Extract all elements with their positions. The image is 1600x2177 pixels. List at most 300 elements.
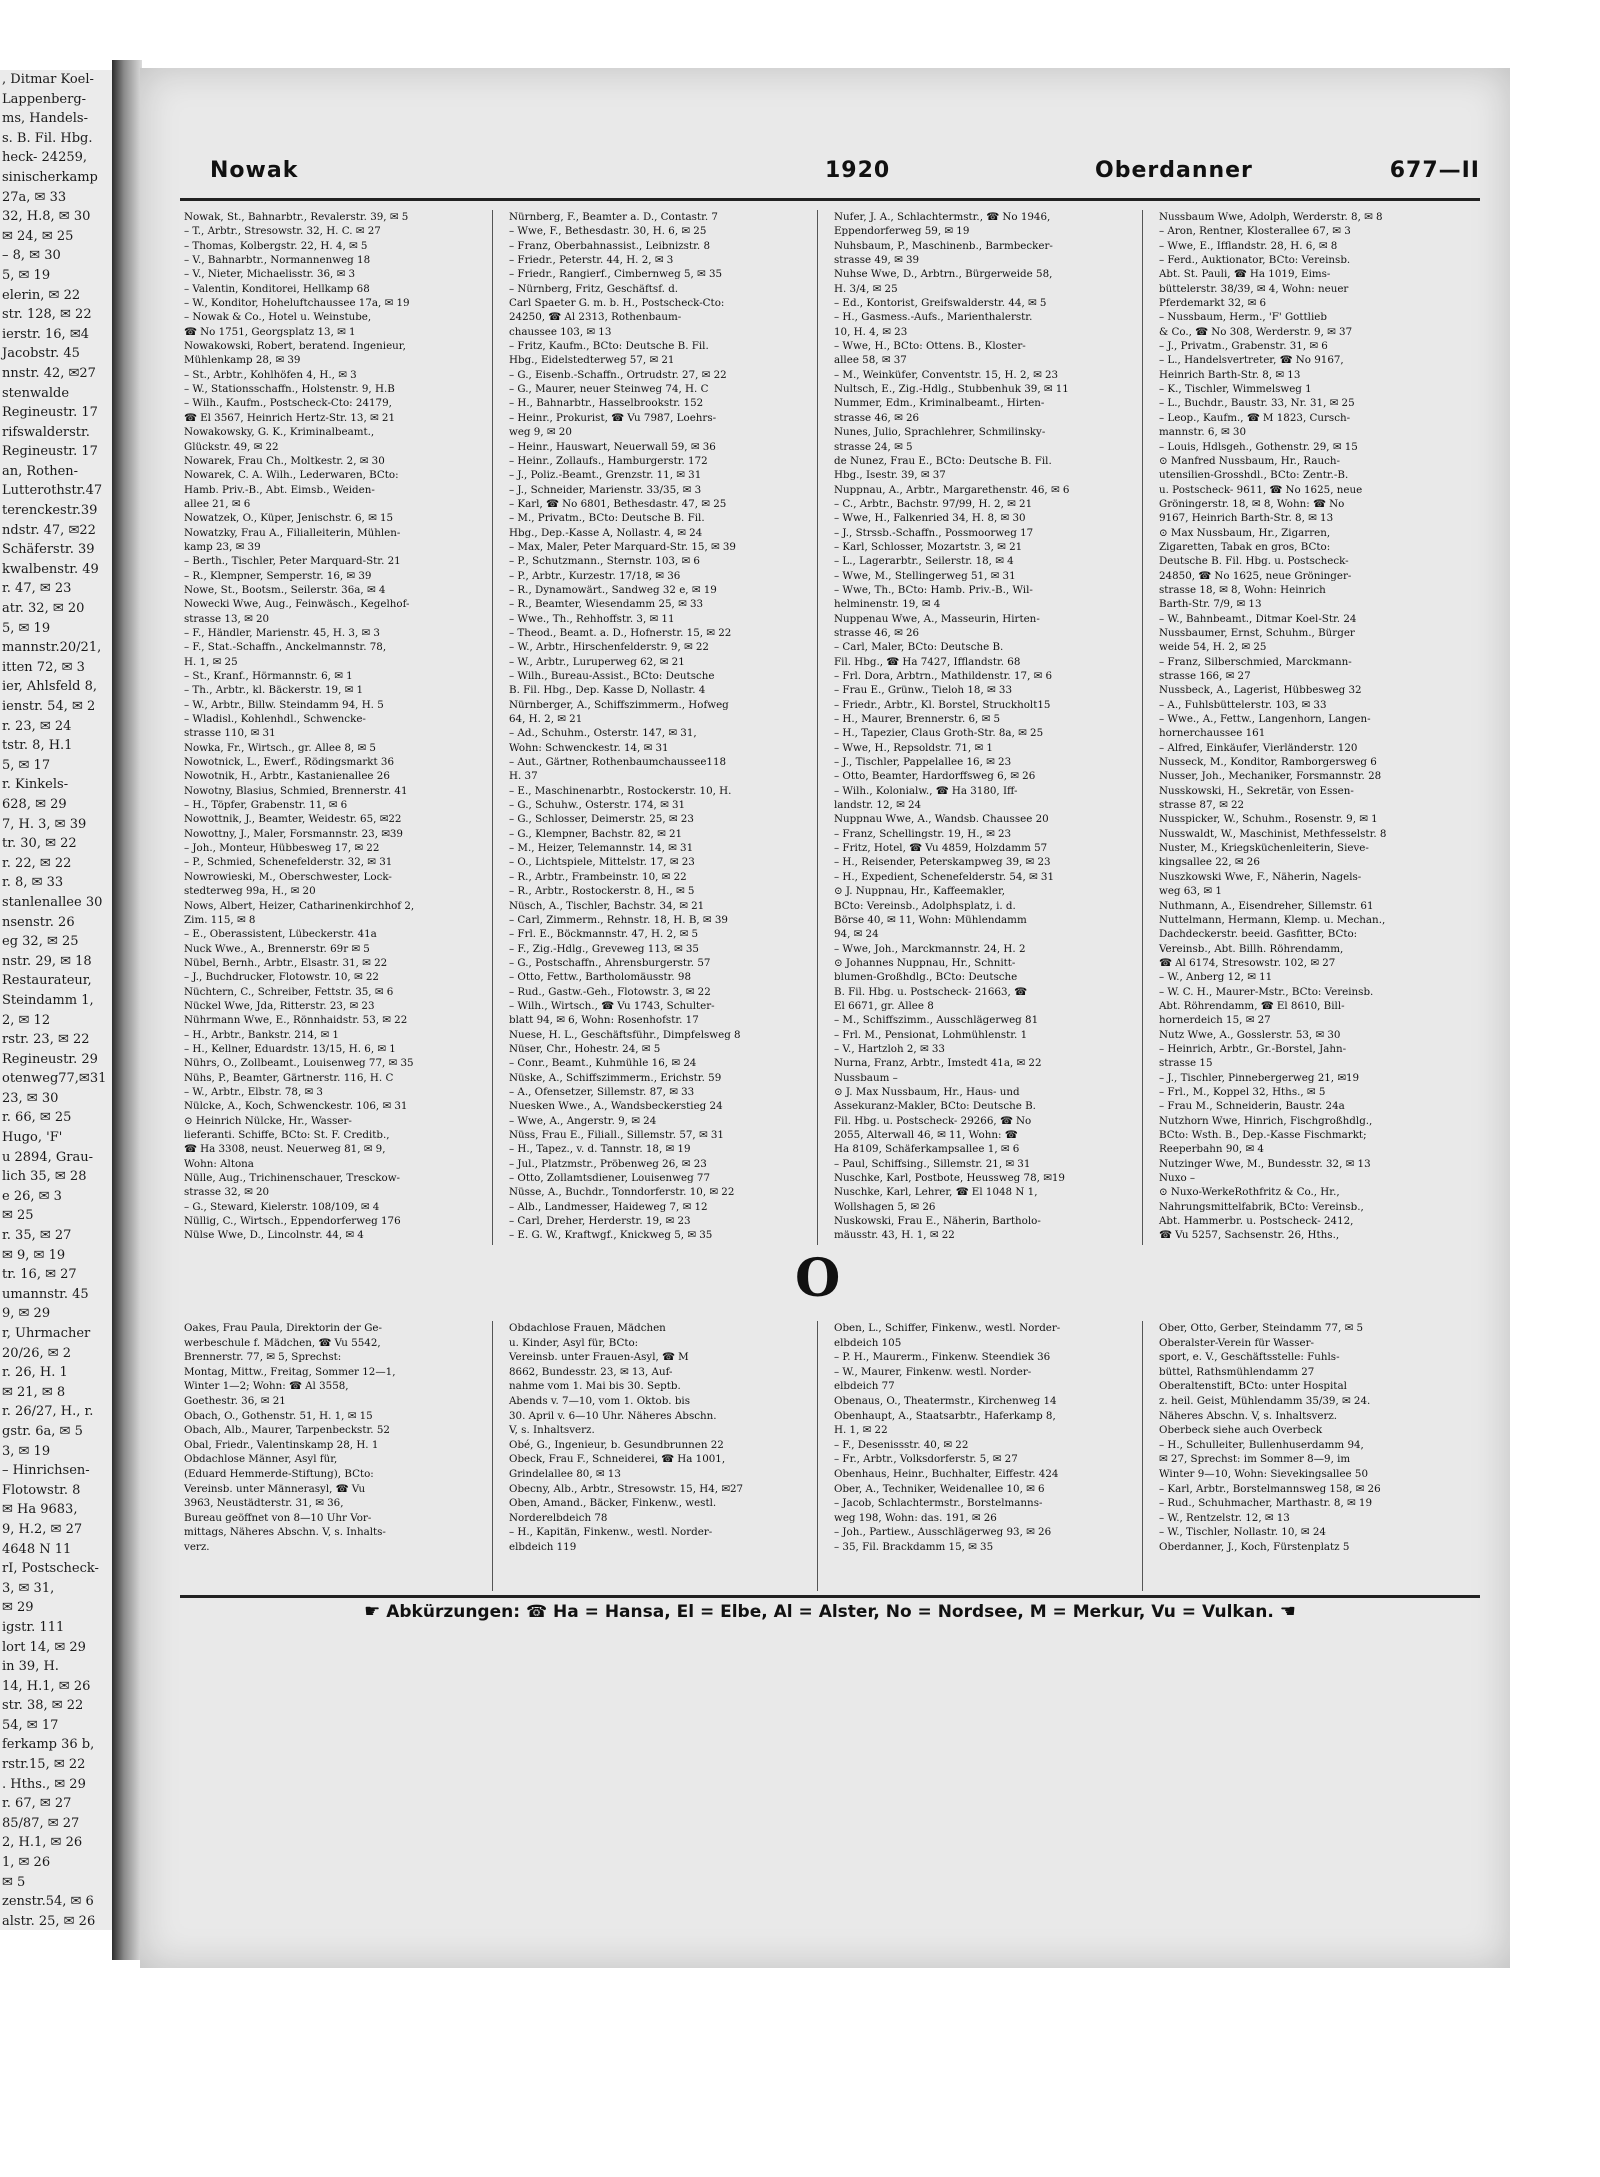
- directory-entry: – Wwe, E., Ifflandstr. 28, H. 6, ✉ 8: [1159, 239, 1338, 252]
- directory-entry: – Wwe, H., Falkenried 34, H. 8, ✉ 30: [834, 512, 1026, 525]
- directory-entry: Deutsche B. Fil. Hbg. u. Postscheck-: [1159, 555, 1349, 568]
- adjacent-page-line: Restaurateur,: [2, 973, 92, 989]
- directory-entry: Abt. Röhrendamm, ☎ El 8610, Bill-: [1159, 999, 1345, 1012]
- directory-entry: Pferdemarkt 32, ✉ 6: [1159, 297, 1267, 310]
- directory-entry: – St., Arbtr., Kohlhöfen 4, H., ✉ 3: [184, 368, 357, 381]
- directory-entry: – Friedr., Rangierf., Cimbernweg 5, ✉ 35: [509, 268, 723, 281]
- directory-entry: – V., Hartzloh 2, ✉ 33: [834, 1042, 945, 1055]
- directory-entry: Zim. 115, ✉ 8: [184, 913, 256, 926]
- adjacent-page-line: , Ditmar Koel-: [2, 72, 94, 87]
- adjacent-page-line: . Hths., ✉ 29: [2, 1776, 86, 1792]
- directory-entry: – H., Maurer, Brennerstr. 6, ✉ 5: [834, 713, 1001, 726]
- directory-entry: – Paul, Schiffsing., Sillemstr. 21, ✉ 31: [834, 1157, 1031, 1170]
- directory-entry: – Frau E., Grünw., Tieloh 18, ✉ 33: [834, 684, 1012, 697]
- directory-entry: Oberaltenstift, BCto: unter Hospital: [1159, 1380, 1347, 1393]
- adjacent-page-line: ✉ 9, ✉ 19: [2, 1247, 66, 1263]
- adjacent-page-line: 32, H.8, ✉ 30: [2, 209, 91, 225]
- directory-entry: – Franz, Oberbahnassist., Leibnizstr. 8: [509, 239, 710, 252]
- directory-entry: – Wwe., A., Fettw., Langenhorn, Langen-: [1159, 713, 1371, 726]
- directory-entry: – Aron, Rentner, Klosterallee 67, ✉ 3: [1159, 225, 1351, 238]
- directory-entry: – Valentin, Konditorei, Hellkamp 68: [184, 282, 370, 295]
- directory-entry: Nüllig, C., Wirtsch., Eppendorferweg 176: [184, 1215, 401, 1228]
- adjacent-page-line: r. 22, ✉ 22: [2, 855, 72, 871]
- directory-entry: – J., Privatm., Grabenstr. 31, ✉ 6: [1159, 340, 1328, 353]
- directory-entry: Heinrich Barth-Str. 8, ✉ 13: [1159, 368, 1301, 381]
- directory-entry: – Ed., Kontorist, Greifswalderstr. 44, ✉ 5: [834, 297, 1047, 310]
- adjacent-page-line: mannstr.20/21,: [2, 640, 102, 656]
- directory-entry: – Max, Maler, Peter Marquard-Str. 15, ✉ 39: [509, 540, 736, 553]
- directory-entry: ⊙ Nuxo-WerkeRothfritz & Co., Hr.,: [1159, 1186, 1340, 1199]
- adjacent-page-line: – Hinrichsen-: [2, 1463, 90, 1479]
- directory-entry: – W. C. H., Maurer-Mstr., BCto: Vereinsb.: [1159, 985, 1374, 998]
- directory-entry: – Jacob, Schlachtermstr., Borstelmanns-: [834, 1497, 1043, 1510]
- adjacent-page-line: r. 66, ✉ 25: [2, 1110, 72, 1126]
- directory-entry: Bureau geöffnet von 8—10 Uhr Vor-: [184, 1511, 372, 1524]
- directory-entry: strasse 13, ✉ 20: [184, 612, 270, 625]
- adjacent-page-line: ienstr. 54, ✉ 2: [2, 699, 96, 714]
- directory-entry: strasse 49, ✉ 39: [834, 254, 920, 267]
- adjacent-page-line: ierstr. 16, ✉4: [2, 326, 89, 342]
- adjacent-page-line: atr. 32, ✉ 20: [2, 601, 85, 617]
- adjacent-page-line: – 8, ✉ 30: [2, 248, 61, 264]
- directory-entry: kamp 23, ✉ 39: [184, 540, 261, 553]
- directory-entry: mäusstr. 43, H. 1, ✉ 22: [834, 1229, 955, 1242]
- directory-entry: – Otto, Fettw., Bartholomäusstr. 98: [509, 971, 692, 984]
- directory-entry: Nowotnick, L., Ewerf., Rödingsmarkt 36: [184, 756, 395, 769]
- directory-entry: Nurna, Franz, Arbtr., Imstedt 41a, ✉ 22: [834, 1057, 1042, 1070]
- directory-entry: – Nürnberg, Fritz, Geschäftsf. d.: [509, 282, 679, 295]
- directory-entry: – J., Schneider, Marienstr. 33/35, ✉ 3: [509, 483, 702, 496]
- directory-entry: Nultsch, E., Zig.-Hdlg., Stubbenhuk 39, ✉ 11: [834, 383, 1069, 396]
- directory-entry: – H., Tapezier, Claus Groth-Str. 8a, ✉ 25: [834, 727, 1044, 740]
- directory-entry: ☎ No 1751, Georgsplatz 13, ✉ 1: [184, 325, 356, 338]
- directory-entry: 3963, Neustädterstr. 31, ✉ 36,: [184, 1497, 344, 1510]
- directory-entry: Nufer, J. A., Schlachtermstr., ☎ No 1946,: [834, 211, 1051, 223]
- directory-entry: Barth-Str. 7/9, ✉ 13: [1159, 598, 1262, 611]
- adjacent-page-line: Steindamm 1,: [2, 992, 94, 1008]
- adjacent-page-line: tr. 16, ✉ 27: [2, 1267, 77, 1283]
- directory-entry: – 35, Fil. Brackdamm 15, ✉ 35: [834, 1540, 994, 1553]
- directory-entry: 9167, Heinrich Barth-Str. 8, ✉ 13: [1159, 512, 1334, 525]
- directory-entry: Ober, A., Techniker, Weidenallee 10, ✉ 6: [834, 1482, 1045, 1495]
- adjacent-page-line: r. 35, ✉ 27: [2, 1228, 72, 1244]
- directory-entry: [505, 1243, 817, 1245]
- directory-entry: H. 37: [509, 770, 538, 783]
- directory-entry: Nuthmann, A., Eisendreher, Sillemstr. 61: [1159, 899, 1374, 912]
- directory-entry: Obal, Friedr., Valentinskamp 28, H. 1: [184, 1438, 379, 1451]
- directory-entry: – Nowak & Co., Hotel u. Weinstube,: [184, 311, 372, 324]
- footer-rule: [180, 1595, 1480, 1598]
- adjacent-page-line: tr. 30, ✉ 22: [2, 836, 77, 852]
- directory-entry: – Otto, Beamter, Hardorffsweg 6, ✉ 26: [834, 770, 1036, 783]
- adjacent-page-line: r. 26, H. 1: [2, 1365, 68, 1381]
- directory-entry: Nussbeck, A., Lagerist, Hübbesweg 32: [1159, 684, 1362, 697]
- directory-entry: Obach, Alb., Maurer, Tarpenbeckstr. 52: [184, 1424, 390, 1437]
- directory-entry: Näheres Abschn. V, s. Inhaltsverz.: [1159, 1409, 1338, 1422]
- directory-entry: Zigaretten, Tabak en gros, BCto:: [1159, 540, 1331, 553]
- directory-entry: – W., Arbtr., Elbstr. 78, ✉ 3: [184, 1085, 323, 1098]
- directory-entry: strasse 87, ✉ 22: [1159, 799, 1245, 812]
- adjacent-page-line: 9, ✉ 29: [2, 1306, 51, 1322]
- adjacent-page-line: ferkamp 36 b,: [2, 1737, 95, 1753]
- adjacent-page-line: ✉ 29: [2, 1600, 34, 1616]
- directory-entry: büttel, Rathsmühlendamm 27: [1159, 1365, 1315, 1378]
- directory-entry: ☎ El 3567, Heinrich Hertz-Str. 13, ✉ 21: [184, 411, 396, 424]
- pointing-hand-left-icon: ☛: [364, 1601, 381, 1622]
- directory-entry: Nuxo –: [1159, 1172, 1196, 1185]
- adjacent-page-line: r. 26/27, H., r.: [2, 1404, 94, 1420]
- directory-entry: – E., Maschinenarbtr., Rostockerstr. 10, H.: [509, 784, 732, 797]
- directory-entry: Nüss, Frau E., Filiall., Sillemstr. 57, ✉ 31: [509, 1129, 724, 1141]
- directory-entry: – F., Zig.-Hdlg., Greveweg 113, ✉ 35: [509, 942, 699, 955]
- directory-entry: BCto: Wsth. B., Dep.-Kasse Fischmarkt;: [1159, 1129, 1367, 1141]
- directory-entry: – R., Dynamowärt., Sandweg 32 e, ✉ 19: [509, 583, 717, 596]
- directory-entry: – H., Schulleiter, Bullenhuserdamm 94,: [1159, 1438, 1364, 1451]
- directory-entry: – L., Lagerarbtr., Seilerstr. 18, ✉ 4: [834, 555, 1014, 568]
- directory-entry: verz.: [184, 1540, 210, 1553]
- adjacent-page-line: elerin, ✉ 22: [2, 287, 81, 303]
- directory-entry: – Alfred, Einkäufer, Vierländerstr. 120: [1159, 741, 1358, 754]
- adjacent-page-line: Hugo, 'F': [2, 1130, 63, 1146]
- directory-entry: – G., Steward, Kielerstr. 108/109, ✉ 4: [184, 1200, 380, 1213]
- directory-entry: Nusspicker, W., Schuhm., Rosenstr. 9, ✉ 1: [1159, 813, 1378, 826]
- directory-entry: Brennerstr. 77, ✉ 5, Sprechst:: [184, 1351, 342, 1364]
- directory-entry: – M., Privatm., BCto: Deutsche B. Fil.: [509, 512, 705, 525]
- directory-entry: Nuck Wwe., A., Brennerstr. 69r ✉ 5: [184, 942, 370, 955]
- directory-column: [505, 1321, 818, 1591]
- directory-entry: Nowecki Wwe, Aug., Feinwäsch., Kegelhof-: [184, 598, 410, 611]
- adjacent-page-line: Jacobstr. 45: [2, 346, 80, 362]
- directory-entry: Obenhaupt, A., Staatsarbtr., Haferkamp 8,: [834, 1409, 1056, 1422]
- adjacent-page-line: 3, ✉ 31,: [2, 1580, 55, 1596]
- directory-entry: Nusswaldt, W., Maschinist, Methfesselstr. 8: [1159, 827, 1387, 840]
- directory-entry: [1155, 1243, 1467, 1245]
- adjacent-page-line: igstr. 111: [2, 1619, 65, 1635]
- directory-entry: Oberbeck siehe auch Overbeck: [1159, 1424, 1323, 1437]
- directory-entry: chaussee 103, ✉ 13: [509, 325, 612, 338]
- directory-entry: Nübel, Bernh., Arbtr., Elsastr. 31, ✉ 22: [184, 956, 388, 969]
- directory-entry: ☎ Vu 5257, Sachsenstr. 26, Hths.,: [1159, 1229, 1340, 1242]
- adjacent-page-line: str. 128, ✉ 22: [2, 307, 92, 323]
- directory-entry: – W., Arbtr., Luruperweg 62, ✉ 21: [509, 655, 685, 668]
- adjacent-page-line: ✉ 24, ✉ 25: [2, 228, 74, 244]
- directory-entry: 10, H. 4, ✉ 23: [834, 325, 908, 338]
- adjacent-page-line: ✉ 25: [2, 1208, 34, 1224]
- directory-entry: – Otto, Zollamtsdiener, Louisenweg 77: [509, 1172, 711, 1185]
- directory-entry: – O., Lichtspiele, Mittelstr. 17, ✉ 23: [509, 856, 695, 869]
- directory-entry: ⊙ J. Max Nussbaum, Hr., Haus- und: [834, 1085, 1020, 1098]
- directory-entry: Nowotnik, H., Arbtr., Kastanienallee 26: [184, 770, 390, 783]
- directory-entry: Nuttelmann, Hermann, Klemp. u. Mechan.,: [1159, 913, 1386, 926]
- directory-entry: – W., Anberg 12, ✉ 11: [1159, 971, 1273, 984]
- directory-entry: ☎ Al 6174, Stresowstr. 102, ✉ 27: [1159, 956, 1336, 969]
- directory-entry: – E. G. W., Kraftwgf., Knickweg 5, ✉ 35: [509, 1229, 713, 1242]
- adjacent-page-line: Flotowstr. 8: [2, 1482, 81, 1498]
- adjacent-page-line: zenstr.54, ✉ 6: [2, 1894, 94, 1910]
- directory-entry: Nussbaum –: [834, 1071, 898, 1084]
- directory-entry: – Theod., Beamt. a. D., Hofnerstr. 15, ✉ 22: [509, 626, 732, 639]
- directory-entry: Nutz Wwe, A., Gosslerstr. 53, ✉ 30: [1159, 1028, 1341, 1041]
- directory-entry: Nülse Wwe, D., Lincolnstr. 44, ✉ 4: [184, 1229, 364, 1242]
- directory-entry: – Leop., Kaufm., ☎ M 1823, Cursch-: [1159, 411, 1351, 424]
- adjacent-page-line: nnstr. 42, ✉27: [2, 365, 96, 381]
- directory-entry: Nuppenau Wwe, A., Masseurin, Hirten-: [834, 612, 1040, 625]
- directory-entry: strasse 24, ✉ 5: [834, 440, 913, 453]
- directory-entry: Nowatzek, O., Küper, Jenischstr. 6, ✉ 15: [184, 512, 394, 525]
- directory-entry: ⊙ Max Nussbaum, Hr., Zigarren,: [1159, 526, 1331, 539]
- directory-entry: – V., Nieter, Michaelisstr. 36, ✉ 3: [184, 268, 356, 281]
- directory-entry: – Carl, Zimmerm., Rehnstr. 18, H. B, ✉ 39: [509, 913, 728, 926]
- adjacent-page-strip: [0, 70, 126, 1930]
- directory-entry: Fil. Hbg., ☎ Ha 7427, Ifflandstr. 68: [834, 655, 1021, 668]
- directory-entry: – K., Tischler, Wimmelsweg 1: [1159, 383, 1312, 396]
- directory-entry: – Nussbaum, Herm., 'F' Gottlieb: [1159, 311, 1327, 324]
- directory-entry: – J., Poliz.-Beamt., Grenzstr. 11, ✉ 31: [509, 469, 702, 482]
- directory-entry: strasse 166, ✉ 27: [1159, 670, 1251, 682]
- directory-entry: – Rud., Schuhmacher, Marthastr. 8, ✉ 19: [1159, 1497, 1373, 1510]
- directory-entry: Nuesken Wwe., A., Wandsbeckerstieg 24: [509, 1100, 723, 1113]
- directory-entry: – G., Schlosser, Deimerstr. 25, ✉ 23: [509, 813, 694, 826]
- directory-entry: – M., Schiffszimm., Ausschlägerweg 81: [834, 1014, 1039, 1027]
- directory-entry: elbdeich 119: [509, 1540, 577, 1553]
- directory-entry: – G., Eisenb.-Schaffn., Ortrudstr. 27, ✉ 22: [509, 368, 727, 381]
- directory-entry: – Wwe, H., BCto: Ottens. B., Kloster-: [834, 340, 1026, 353]
- directory-entry: Nowrowieski, M., Oberschwester, Lock-: [184, 870, 392, 883]
- adjacent-page-line: alstr. 25, ✉ 26: [2, 1913, 96, 1929]
- directory-entry: – C., Arbtr., Bachstr. 97/99, H. 2, ✉ 21: [834, 497, 1033, 510]
- adjacent-page-line: terenckestr.39: [2, 503, 98, 519]
- directory-entry: – Franz, Schellingstr. 19, H., ✉ 23: [834, 827, 1012, 840]
- adjacent-page-line: u 2894, Grau-: [2, 1149, 93, 1165]
- directory-entry: Carl Spaeter G. m. b. H., Postscheck-Cto:: [509, 297, 725, 310]
- directory-entry: & Co., ☎ No 308, Werderstr. 9, ✉ 37: [1159, 325, 1353, 338]
- adjacent-page-line: nsenstr. 26: [2, 914, 75, 930]
- directory-entry: B. Fil. Hbg., Dep. Kasse D, Nollastr. 4: [509, 684, 706, 697]
- directory-entry: – Wilh., Kaufm., Postscheck-Cto: 24179,: [184, 397, 392, 410]
- directory-entry: – P. H., Maurerm., Finkenw. Steendiek 36: [834, 1351, 1051, 1364]
- directory-entry: – L., Handelsvertreter, ☎ No 9167,: [1159, 354, 1344, 367]
- directory-entry: Börse 40, ✉ 11, Wohn: Mühlendamm: [834, 913, 1027, 926]
- directory-entry: – Th., Arbtr., kl. Bäckerstr. 19, ✉ 1: [184, 684, 364, 697]
- adjacent-page-line: r. Kinkels-: [2, 777, 69, 793]
- directory-entry: allee 58, ✉ 37: [834, 354, 907, 367]
- directory-entry: – Aut., Gärtner, Rothenbaumchaussee118: [509, 756, 727, 769]
- directory-entry: elbdeich 105: [834, 1336, 902, 1349]
- directory-entry: z. heil. Geist, Mühlendamm 35/39, ✉ 24.: [1159, 1394, 1371, 1407]
- directory-entry: – M., Weinküfer, Conventstr. 15, H. 2, ✉ 23: [834, 368, 1059, 381]
- directory-entry: de Nunez, Frau E., BCto: Deutsche B. Fil.: [834, 454, 1052, 467]
- directory-entry: H. 1, ✉ 22: [834, 1424, 888, 1437]
- directory-entry: – Fritz, Hotel, ☎ Vu 4859, Holzdamm 57: [834, 842, 1048, 855]
- directory-entry: werbeschule f. Mädchen, ☎ Vu 5542,: [184, 1336, 381, 1349]
- directory-entry: – J., Tischler, Pinnebergerweg 21, ✉19: [1159, 1071, 1360, 1084]
- directory-entry: Vereinsb., Abt. Billh. Röhrendamm,: [1159, 942, 1344, 955]
- directory-entry: – Wwe., Th., Rehhoffstr. 3, ✉ 11: [509, 612, 675, 625]
- directory-entry: ✉ 27, Sprechst: im Sommer 8—9, im: [1159, 1453, 1351, 1466]
- directory-entry: mittags, Näheres Abschn. V, s. Inhalts-: [184, 1526, 386, 1539]
- directory-entry: – H., Reisender, Peterskampweg 39, ✉ 23: [834, 856, 1051, 869]
- directory-entry: – F., Stat.-Schaffn., Anckelmannstr. 78,: [184, 641, 387, 654]
- directory-entry: – W., Stationsschaffn., Holstenstr. 9, H.B: [184, 383, 395, 396]
- directory-entry: weg 198, Wohn: das. 191, ✉ 26: [834, 1511, 997, 1524]
- directory-entry: – Frl. Dora, Arbtrn., Mathildenstr. 17, ✉ 6: [834, 670, 1053, 682]
- directory-entry: – W., Konditor, Hoheluftchaussee 17a, ✉ 19: [184, 297, 410, 310]
- directory-entry: – Ad., Schuhm., Osterstr. 147, ✉ 31,: [509, 727, 697, 740]
- adjacent-page-line: kwalbenstr. 49: [2, 561, 99, 577]
- directory-entry: – Heinr., Zollaufs., Hamburgerstr. 172: [509, 454, 708, 467]
- directory-column: [1155, 1321, 1467, 1591]
- adjacent-page-line: s. B. Fil. Hbg.: [2, 130, 93, 146]
- directory-entry: – Fr., Arbtr., Volksdorferstr. 5, ✉ 27: [834, 1453, 1018, 1466]
- adjacent-page-line: str. 38, ✉ 22: [2, 1698, 84, 1714]
- directory-entry: Nuszkowski Wwe, F., Näherin, Nagels-: [1159, 870, 1362, 883]
- directory-entry: stedterweg 99a, H., ✉ 20: [184, 885, 316, 898]
- directory-entry: 8662, Bundesstr. 23, ✉ 13, Auf-: [509, 1365, 673, 1378]
- adjacent-page-line: stenwalde: [2, 385, 70, 401]
- directory-entry: – Franz, Silberschmied, Marckmann-: [1159, 655, 1352, 668]
- directory-entry: Goethestr. 36, ✉ 21: [184, 1394, 286, 1407]
- directory-entry: – Wladisl., Kohlenhdl., Schwencke-: [184, 713, 366, 726]
- directory-entry: Nülle, Aug., Trichinenschauer, Tresckow-: [184, 1172, 401, 1185]
- directory-entry: Obach, O., Gothenstr. 51, H. 1, ✉ 15: [184, 1409, 373, 1422]
- directory-entry: strasse 32, ✉ 20: [184, 1186, 270, 1199]
- directory-entry: Ober, Otto, Gerber, Steindamm 77, ✉ 5: [1159, 1322, 1364, 1334]
- directory-entry: Nuppnau, A., Arbtr., Margarethenstr. 46, ✉ 6: [834, 483, 1070, 496]
- directory-entry: – Wwe, A., Angerstr. 9, ✉ 24: [509, 1114, 657, 1127]
- directory-entry: H. 1, ✉ 25: [184, 655, 238, 668]
- directory-entry: – F., Desenissstr. 40, ✉ 22: [834, 1438, 969, 1451]
- adjacent-page-line: ms, Handels-: [2, 111, 88, 127]
- directory-entry: – Karl, ☎ No 6801, Bethesdastr. 47, ✉ 25: [509, 497, 727, 510]
- directory-entry: strasse 15: [1159, 1057, 1213, 1070]
- adjacent-page-line: stanlenallee 30: [2, 894, 103, 910]
- directory-entry: Hbg., Dep.-Kasse A, Nollastr. 4, ✉ 24: [509, 526, 703, 539]
- directory-entry: El 6671, gr. Allee 8: [834, 999, 934, 1012]
- directory-entry: – Friedr., Peterstr. 44, H. 2, ✉ 3: [509, 254, 674, 267]
- adjacent-page-line: otenweg77,✉31: [2, 1071, 107, 1087]
- directory-entry: Nowarek, Frau Ch., Moltkestr. 2, ✉ 30: [184, 454, 385, 467]
- adjacent-page-line: 7, H. 3, ✉ 39: [2, 816, 87, 832]
- header-first-name: Nowak: [210, 158, 299, 183]
- running-header: [180, 158, 1480, 198]
- adjacent-page-line: 27a, ✉ 33: [2, 189, 67, 205]
- directory-entry: Gröningerstr. 18, ✉ 8, Wohn: ☎ No: [1159, 497, 1345, 510]
- directory-entry: Nowakowsky, G. K., Kriminalbeamt.,: [184, 426, 375, 439]
- directory-entry: – Wilh., Kolonialw., ☎ Ha 3180, Iff-: [834, 784, 1018, 797]
- directory-entry: – J., Tischler, Pappelallee 16, ✉ 23: [834, 756, 1012, 769]
- directory-entry: – W., Rentzelstr. 12, ✉ 13: [1159, 1511, 1290, 1524]
- adjacent-page-line: 1, ✉ 26: [2, 1855, 51, 1871]
- directory-entry: Glückstr. 49, ✉ 22: [184, 440, 279, 453]
- directory-entry: – Wwe, M., Stellingerweg 51, ✉ 31: [834, 569, 1016, 582]
- adjacent-page-line: r. 47, ✉ 23: [2, 581, 72, 597]
- directory-entry: Grindelallee 80, ✉ 13: [509, 1467, 621, 1480]
- directory-column: [180, 1321, 493, 1591]
- directory-entry: ☎ Ha 3308, neust. Neuerweg 81, ✉ 9,: [184, 1143, 386, 1156]
- directory-entry: – L., Buchdr., Baustr. 33, Nr. 31, ✉ 25: [1159, 397, 1355, 410]
- directory-column: [830, 1321, 1143, 1591]
- directory-entry: 30. April v. 6—10 Uhr. Näheres Abschn.: [509, 1409, 717, 1422]
- directory-entry: weg 9, ✉ 20: [509, 426, 572, 439]
- directory-entry: 64, H. 2, ✉ 21: [509, 713, 583, 726]
- directory-entry: Nüsch, A., Tischler, Bachstr. 34, ✉ 21: [509, 899, 705, 912]
- directory-entry: büttelerstr. 38/39, ✉ 4, Wohn: neuer: [1159, 282, 1349, 295]
- directory-entry: – H., Kellner, Eduardstr. 13/15, H. 6, ✉ 1: [184, 1042, 396, 1055]
- directory-entry: Oakes, Frau Paula, Direktorin der Ge-: [184, 1322, 383, 1334]
- directory-entry: weg 63, ✉ 1: [1159, 885, 1222, 898]
- adjacent-page-line: 4648 N 11: [2, 1541, 72, 1557]
- directory-entry: Nühs, P., Beamter, Gärtnerstr. 116, H. C: [184, 1071, 394, 1084]
- directory-entry: – Heinr., Prokurist, ☎ Vu 7987, Loehrs-: [509, 411, 717, 424]
- directory-entry: – Frl., M., Koppel 32, Hths., ✉ 5: [1159, 1085, 1326, 1098]
- directory-entry: V, s. Inhaltsverz.: [509, 1424, 595, 1437]
- directory-entry: 24850, ☎ No 1625, neue Gröninger-: [1159, 569, 1352, 582]
- directory-column: [180, 210, 493, 1245]
- adjacent-page-line: 3, ✉ 19: [2, 1443, 51, 1459]
- directory-entry: – P., Schmied, Schenefelderstr. 32, ✉ 31: [184, 856, 393, 869]
- directory-entry: – Karl, Arbtr., Borstelmannsweg 158, ✉ 26: [1159, 1482, 1381, 1495]
- directory-column: [505, 210, 818, 1245]
- adjacent-page-line: 14, H.1, ✉ 26: [2, 1678, 91, 1694]
- directory-entry: – W., Tischler, Nollastr. 10, ✉ 24: [1159, 1526, 1326, 1539]
- directory-column: [1155, 210, 1467, 1245]
- directory-entry: ⊙ J. Nuppnau, Hr., Kaffeemakler,: [834, 885, 1006, 898]
- directory-entry: hornerchaussee 161: [1159, 727, 1266, 740]
- directory-entry: – Frl. E., Böckmannstr. 47, H. 2, ✉ 5: [509, 928, 699, 941]
- adjacent-page-line: lich 35, ✉ 28: [2, 1169, 87, 1185]
- directory-entry: landstr. 12, ✉ 24: [834, 799, 922, 812]
- adjacent-page-line: 628, ✉ 29: [2, 796, 67, 812]
- adjacent-page-line: itten 72, ✉ 3: [2, 659, 85, 675]
- directory-entry: Nowottny, J., Maler, Forsmannstr. 23, ✉39: [184, 827, 403, 840]
- directory-entry: – P., Schutzmann., Sternstr. 103, ✉ 6: [509, 555, 700, 568]
- adjacent-page-line: 85/87, ✉ 27: [2, 1815, 80, 1831]
- directory-entry: [180, 1243, 492, 1245]
- directory-entry: Obeck, Frau F., Schneiderei, ☎ Ha 1001,: [509, 1453, 726, 1466]
- directory-entry: – V., Bahnarbtr., Normannenweg 18: [184, 254, 371, 267]
- directory-entry: – Rud., Gastw.-Geh., Flotowstr. 3, ✉ 22: [509, 985, 711, 998]
- directory-entry: – W., Arbtr., Billw. Steindamm 94, H. 5: [184, 698, 384, 711]
- adjacent-page-line: Lappenberg-: [2, 91, 87, 107]
- directory-entry: – Louis, Hdlsgeh., Gothenstr. 29, ✉ 15: [1159, 440, 1358, 453]
- directory-entry: – H., Kapitän, Finkenw., westl. Norder-: [509, 1526, 713, 1539]
- directory-entry: Montag, Mittw., Freitag, Sommer 12—1,: [184, 1365, 396, 1378]
- directory-entry: Abt. Hammerbr. u. Postscheck- 2412,: [1159, 1215, 1354, 1228]
- directory-entry: – J., Strssb.-Schaffn., Possmoorweg 17: [834, 526, 1034, 539]
- directory-entry: Nuhsbaum, P., Maschinenb., Barmbecker-: [834, 239, 1053, 252]
- directory-entry: Nusser, Joh., Mechaniker, Forsmannstr. 28: [1159, 770, 1382, 783]
- directory-entry: Oberdanner, J., Koch, Fürstenplatz 5: [1159, 1540, 1350, 1553]
- directory-entry: hornerdeich 15, ✉ 27: [1159, 1014, 1271, 1027]
- directory-entry: Nowottnik, J., Beamter, Weidestr. 65, ✉22: [184, 813, 402, 826]
- directory-entry: – Wilh., Wirtsch., ☎ Vu 1743, Schulter-: [509, 999, 715, 1012]
- directory-entry: Nüske, A., Schiffszimmerm., Erichstr. 59: [509, 1071, 722, 1084]
- directory-entry: helminenstr. 19, ✉ 4: [834, 598, 941, 611]
- directory-entry: – H., Tapez., v. d. Tannstr. 18, ✉ 19: [509, 1143, 691, 1156]
- adjacent-page-line: 2, H.1, ✉ 26: [2, 1835, 83, 1851]
- directory-entry: Norderelbdeich 78: [509, 1511, 608, 1524]
- directory-entry: Nuschke, Karl, Lehrer, ☎ El 1048 N 1,: [834, 1186, 1038, 1199]
- directory-entry: Nuster, M., Kriegsküchenleiterin, Sieve-: [1159, 842, 1369, 855]
- directory-entry: Hamb. Priv.-B., Abt. Eimsb., Weiden-: [184, 483, 375, 496]
- adjacent-page-line: heck- 24259,: [2, 150, 88, 166]
- directory-entry: Oberalster-Verein für Wasser-: [1159, 1336, 1314, 1349]
- directory-entry: Abends v. 7—10, vom 1. Oktob. bis: [509, 1394, 691, 1407]
- directory-entry: – G., Schuhw., Osterstr. 174, ✉ 31: [509, 799, 686, 812]
- adjacent-page-line: tstr. 8, H.1: [2, 738, 73, 754]
- directory-entry: Obdachlose Frauen, Mädchen: [509, 1322, 666, 1334]
- directory-entry: – P., Arbtr., Kurzestr. 17/18, ✉ 36: [509, 569, 681, 582]
